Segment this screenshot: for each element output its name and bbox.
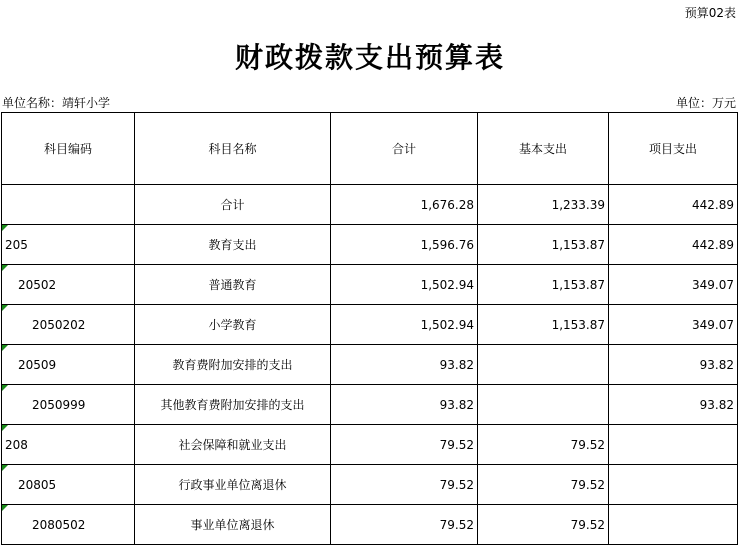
cell-basic[interactable]: 1,153.87 — [478, 305, 609, 345]
cell-code-text: 208 — [5, 437, 28, 452]
cell-project[interactable]: 349.07 — [609, 305, 738, 345]
column-header-total[interactable]: 合计 — [331, 113, 478, 185]
table-row — [2, 505, 738, 545]
cell-code[interactable] — [2, 225, 135, 265]
cell-code-text: 2050999 — [32, 397, 86, 412]
cell-code[interactable] — [2, 465, 135, 505]
cell-code-text: 20509 — [18, 357, 57, 372]
cell-marker-triangle-icon — [2, 385, 8, 391]
page-title: 财政拨款支出预算表 — [234, 41, 505, 74]
cell-basic[interactable]: 1,153.87 — [478, 265, 609, 305]
cell-marker-triangle-icon — [2, 425, 8, 431]
cell-name[interactable]: 事业单位离退休 — [135, 505, 331, 545]
currency-unit-label: 单位：万元 — [675, 96, 736, 110]
cell-total[interactable]: 79.52 — [331, 505, 478, 545]
cell-project[interactable]: 93.82 — [609, 345, 738, 385]
cell-project[interactable] — [609, 505, 738, 545]
cell-project[interactable]: 93.82 — [609, 385, 738, 425]
column-header-basic[interactable]: 基本支出 — [478, 113, 609, 185]
cell-code[interactable] — [2, 305, 135, 345]
cell-marker-triangle-icon — [2, 305, 8, 311]
cell-total[interactable]: 79.52 — [331, 465, 478, 505]
unit-name-label: 单位名称：靖轩小学 — [2, 96, 111, 110]
table-row — [2, 385, 738, 425]
cell-total[interactable]: 93.82 — [331, 385, 478, 425]
cell-marker-triangle-icon — [2, 345, 8, 351]
cell-code[interactable] — [2, 265, 135, 305]
cell-name[interactable]: 小学教育 — [135, 305, 331, 345]
column-header-name[interactable]: 科目名称 — [135, 113, 331, 185]
column-header-project[interactable]: 项目支出 — [609, 113, 738, 185]
table-row — [2, 225, 738, 265]
cell-code[interactable] — [2, 385, 135, 425]
cell-code-text: 2050202 — [32, 317, 86, 332]
cell-project[interactable]: 442.89 — [609, 185, 738, 225]
cell-basic[interactable]: 79.52 — [478, 425, 609, 465]
cell-name[interactable]: 普通教育 — [135, 265, 331, 305]
cell-project[interactable]: 442.89 — [609, 225, 738, 265]
table-row — [2, 425, 738, 465]
cell-marker-triangle-icon — [2, 505, 8, 511]
cell-marker-triangle-icon — [2, 265, 8, 271]
cell-name[interactable]: 合计 — [135, 185, 331, 225]
cell-total[interactable]: 1,596.76 — [331, 225, 478, 265]
table-row — [2, 305, 738, 345]
cell-basic[interactable]: 79.52 — [478, 465, 609, 505]
cell-code-text: 20502 — [18, 277, 57, 292]
table-row — [2, 265, 738, 305]
cell-project[interactable]: 349.07 — [609, 265, 738, 305]
cell-total[interactable]: 79.52 — [331, 425, 478, 465]
cell-name[interactable]: 教育支出 — [135, 225, 331, 265]
cell-name[interactable]: 其他教育费附加安排的支出 — [135, 385, 331, 425]
cell-project[interactable] — [609, 465, 738, 505]
cell-total[interactable]: 1,502.94 — [331, 265, 478, 305]
cell-code[interactable] — [2, 345, 135, 385]
column-header-code[interactable]: 科目编码 — [2, 113, 135, 185]
cell-code-text: 205 — [5, 237, 28, 252]
cell-code[interactable] — [2, 185, 135, 225]
cell-basic[interactable]: 1,153.87 — [478, 225, 609, 265]
cell-basic[interactable] — [478, 385, 609, 425]
form-number: 预算02表 — [684, 6, 736, 20]
cell-code[interactable] — [2, 505, 135, 545]
cell-code-text: 20805 — [18, 477, 57, 492]
cell-project[interactable] — [609, 425, 738, 465]
cell-total[interactable]: 1,502.94 — [331, 305, 478, 345]
cell-marker-triangle-icon — [2, 225, 8, 231]
cell-basic[interactable]: 1,233.39 — [478, 185, 609, 225]
table-header-row — [2, 113, 738, 185]
cell-total[interactable]: 93.82 — [331, 345, 478, 385]
cell-name[interactable]: 行政事业单位离退休 — [135, 465, 331, 505]
table-row — [2, 345, 738, 385]
cell-code[interactable] — [2, 425, 135, 465]
cell-marker-triangle-icon — [2, 465, 8, 471]
cell-name[interactable]: 社会保障和就业支出 — [135, 425, 331, 465]
cell-basic[interactable] — [478, 345, 609, 385]
cell-code-text: 2080502 — [32, 517, 86, 532]
cell-name[interactable]: 教育费附加安排的支出 — [135, 345, 331, 385]
cell-basic[interactable]: 79.52 — [478, 505, 609, 545]
table-row-total — [2, 185, 738, 225]
cell-total[interactable]: 1,676.28 — [331, 185, 478, 225]
table-row — [2, 465, 738, 505]
budget-table — [1, 112, 738, 545]
